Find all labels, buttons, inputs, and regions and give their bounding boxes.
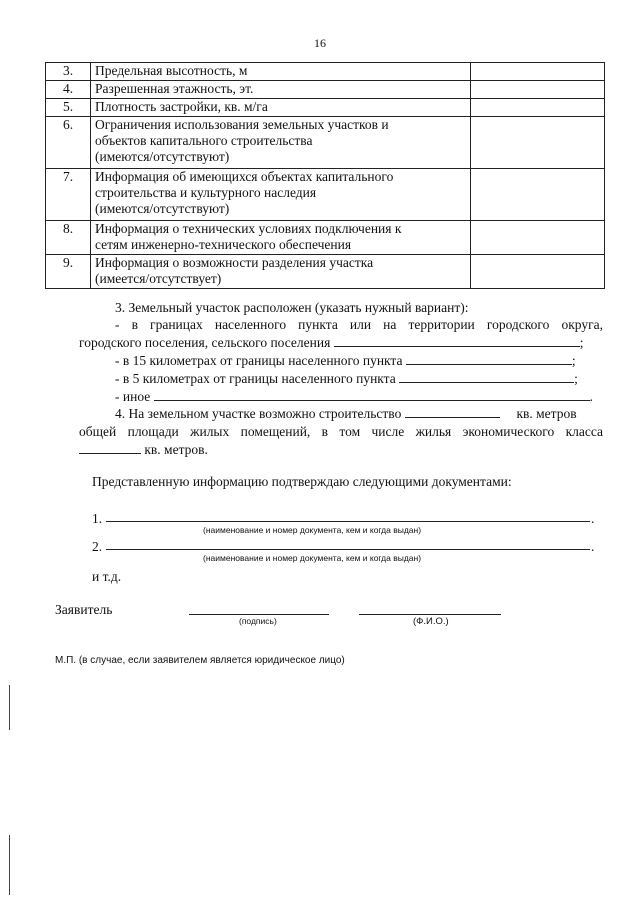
section3-heading: 3. Земельный участок расположен (указать нужный вариант): [115,300,469,315]
stamp-note: М.П. (в случае, если заявителем является юридическое лицо) [55,655,345,666]
full-name-caption: (Ф.И.О.) [413,616,449,627]
row-value [471,81,605,99]
document-item-2-number: 2. [92,539,103,554]
table-row [46,169,605,221]
scan-edge-mark [9,835,10,895]
option-text: - в 5 километрах от границы населенного пункта [115,371,396,386]
document-2-caption: (наименование и номер документа, кем и когда выдан) [203,553,422,563]
table-row [46,117,605,169]
row-label: Разрешенная этажность, эт. [91,81,471,99]
semicolon: ; [574,371,578,386]
table-row [46,63,605,81]
row-label-line: (имеются/отсутствуют) [95,149,230,164]
period: . [589,389,593,404]
row-number: 8. [46,221,91,255]
applicant-label: Заявитель [55,602,113,617]
table-row [46,221,605,255]
row-label-line: Информация о возможности разделения участка [95,255,374,270]
table-row [46,81,605,99]
row-value [471,63,605,81]
table-row [46,255,605,289]
row-label [91,221,471,255]
table-row [46,99,605,117]
row-label-line: Информация о технических условиях подключения к [95,221,402,236]
semicolon: ; [571,353,576,368]
row-label-line: Информация об имеющихся объектах капитального [95,169,394,184]
row-value [471,169,605,221]
section3-option-2 [115,352,576,369]
location-blank-3[interactable] [399,370,574,383]
row-value [471,99,605,117]
row-number: 5. [46,99,91,117]
area-blank[interactable] [405,405,500,418]
document-2-period: . [591,539,595,554]
row-value [471,117,605,169]
page-number: 16 [314,36,326,50]
row-number: 7. [46,169,91,221]
document-item-1-number: 1. [92,511,103,526]
signature-line[interactable] [189,614,329,615]
row-label-line: сетям инженерно-технического обеспечения [95,237,352,252]
document-2-line[interactable] [106,549,590,550]
location-blank-1[interactable] [334,334,580,347]
section4-line3 [79,441,208,458]
document-1-period: . [591,511,595,526]
semicolon: ; [579,335,584,350]
row-label-line: строительства и культурного наследия [95,185,317,200]
document-1-line[interactable] [106,521,590,522]
row-number: 9. [46,255,91,289]
row-number: 4. [46,81,91,99]
signature-caption: (подпись) [239,616,277,626]
option-text: городского поселения, сельского поселения [79,335,331,350]
parameters-table [45,62,605,289]
row-label-line: (имеются/отсутствуют) [95,201,230,216]
row-label [91,255,471,289]
section4-text: 4. На земельном участке возможно строительство [115,406,402,421]
scan-edge-mark [9,685,10,730]
option-text: - иное [115,389,151,404]
row-value [471,221,605,255]
document-1-caption: (наименование и номер документа, кем и когда выдан) [203,525,422,535]
section3-option-1-line1: - в границах населенного пункта или на территории городского округа, [115,317,603,332]
full-name-line[interactable] [359,614,501,615]
row-label-line: Ограничения использования земельных участков и [95,117,389,132]
row-number: 3. [46,63,91,81]
section4-unit: кв. метров [516,406,577,421]
section3-option-3 [115,370,578,387]
location-blank-4[interactable] [154,388,590,401]
row-label: Предельная высотность, м [91,63,471,81]
row-label-line: объектов капитального строительства [95,133,313,148]
option-text: - в 15 километрах от границы населенного пункта [115,353,403,368]
section3-option-4 [115,388,593,405]
row-label: Плотность застройки, кв. м/га [91,99,471,117]
section3-option-1-line2 [79,334,583,351]
section4-unit-2: кв. метров. [144,442,208,457]
location-blank-2[interactable] [406,352,572,365]
row-value [471,255,605,289]
etc-text: и т.д. [92,569,122,584]
section4-line1 [115,405,577,422]
confirmation-text: Представленную информацию подтверждаю следующими документами: [92,474,512,489]
economy-area-blank[interactable] [79,441,141,454]
row-label-line: (имеется/отсутствует) [95,271,222,286]
section4-line2: общей площади жилых помещений, в том числе жилья экономического класса [79,424,603,439]
row-label [91,117,471,169]
row-number: 6. [46,117,91,169]
row-label [91,169,471,221]
